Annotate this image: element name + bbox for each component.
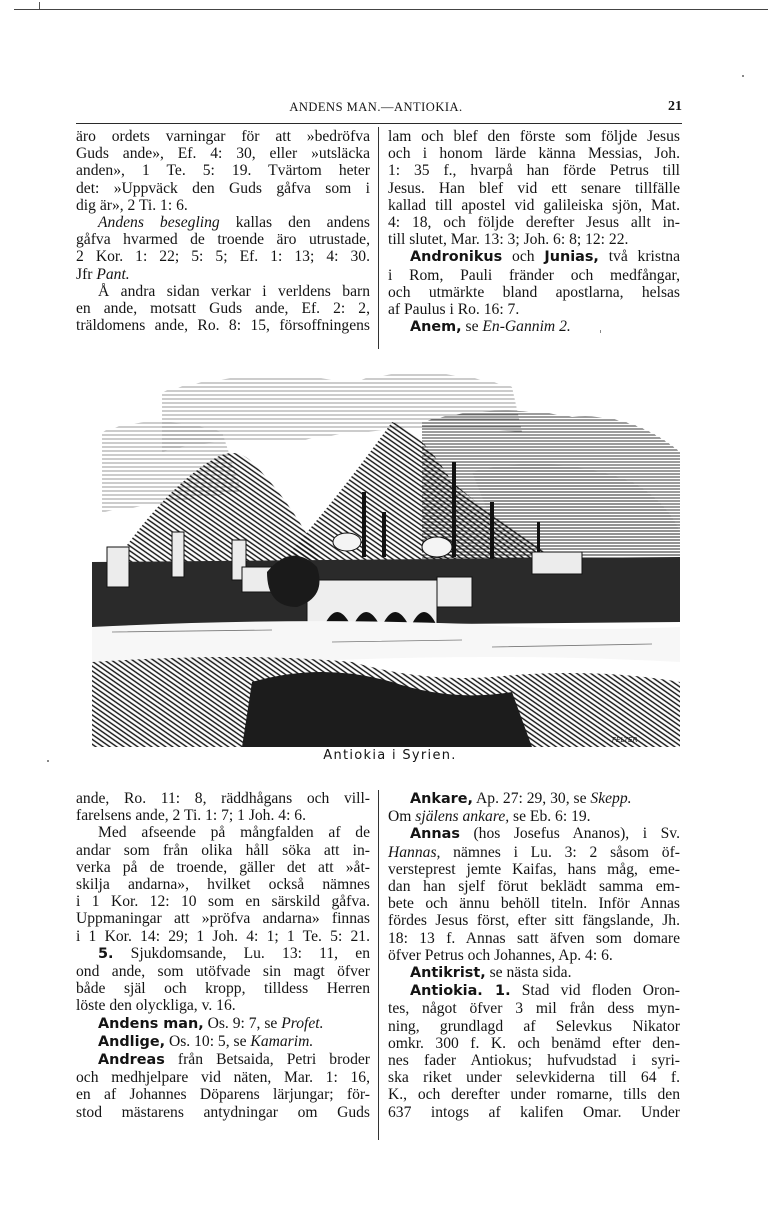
header-rule	[76, 123, 682, 124]
figure-caption: Antiokia i Syrien.	[323, 748, 457, 763]
text-line: bete och ännu behöll titeln. Inför Annas	[388, 895, 680, 913]
text-line: ning, grundlagd af Selevkus Nikator	[388, 1017, 680, 1035]
text-line: dig är», 2 Ti. 1: 6.	[76, 196, 188, 214]
text-line	[388, 808, 680, 825]
text-line: Jesus. Han blef vid ett senare tillfälle	[388, 179, 680, 197]
text-line: i 1 Kor. 14: 29; 1 Joh. 4: 1; 1 Te. 5: 21.	[76, 927, 370, 945]
text-run: se nästa sida.	[485, 964, 572, 982]
text-run: Ap. 27: 29, 30, se	[473, 790, 591, 807]
entry-andens-man	[76, 1015, 370, 1033]
running-head-title: ANDENS MAN.—ANTIOKIA.	[289, 100, 463, 114]
text-line: kallad till apostel vid galileiska sjön, Mat.	[388, 196, 680, 214]
text-line: farelsens ande, 2 Ti. 1: 7; 1 Joh. 4: 6.	[76, 807, 306, 825]
text-line: gåfva hvarmed de troende äro utrustade,	[76, 231, 370, 249]
text-run: (hos Josefus Ananos), i Sv.	[459, 825, 680, 843]
scan-speck	[47, 760, 49, 762]
text-run: Stad vid floden Oron-	[510, 982, 680, 1000]
entry-term: Anem,	[410, 319, 462, 336]
text-line: dan han sjelf förut beklädt samma em-	[388, 878, 680, 896]
column-bottom-right	[388, 790, 680, 1121]
text-line: lam och blef den förste som följde Jesus	[388, 128, 680, 145]
reference-link: Kamarim.	[250, 1032, 314, 1050]
text-line: Med afseende på mångfalden af de	[98, 824, 370, 842]
entry-ankare	[388, 790, 680, 808]
engraver-signature: FELTER	[612, 736, 638, 744]
entry-term: Andens man,	[98, 1015, 204, 1032]
text-line	[388, 844, 680, 861]
text-run: se Eb. 6: 19.	[509, 808, 591, 826]
text-line: en af Johannes Döparens lärjungar; för-	[76, 1086, 370, 1104]
text-line: Guds ande», Ef. 4: 30, eller »utsläcka	[76, 145, 370, 163]
entry-andlige	[76, 1033, 370, 1051]
text-line: nes fader Antiokus; hufvudstad i syri-	[388, 1052, 680, 1070]
column-top-left	[76, 128, 370, 334]
text-line: versteprest jemte Kaifas, hans måg, eme-	[388, 860, 680, 878]
entry-anem	[388, 318, 680, 336]
text-run: nämnes i Lu. 3: 2 såsom öf-	[440, 843, 680, 861]
scan-speck	[600, 330, 601, 333]
text-line: 2 Kor. 1: 22; 5: 5; Ef. 1: 13; 4: 30.	[76, 248, 370, 266]
text-run: kallas den andens	[219, 214, 370, 232]
text-line: af Paulus i Ro. 16: 7.	[388, 301, 520, 319]
text-line: Å andra sidan verkar i verldens barn	[98, 282, 370, 300]
column-divider	[378, 127, 379, 349]
entry-term: Andreas	[98, 1052, 165, 1069]
text-line: träldomens ande, Ro. 8: 15, försoffningens	[76, 317, 370, 335]
entry-term: Antikrist,	[410, 965, 486, 982]
text-run: och	[502, 248, 545, 266]
entry-term: Junias,	[544, 249, 599, 266]
entry-term: Ankare,	[410, 791, 473, 807]
text-line: verka på de troende, gäller det att »åt-	[76, 858, 370, 876]
reference-link: Profet.	[281, 1014, 324, 1032]
text-line: till slutet, Mar. 13: 3; Joh. 6: 8; 12: 22.	[388, 231, 629, 249]
scan-edge-rule	[14, 9, 768, 10]
page-number: 21	[668, 99, 682, 114]
reference-link: En-Gannim 2.	[482, 318, 571, 336]
text-run: se	[461, 318, 483, 336]
text-line: och medhjelpare vid näten, Mar. 1: 16,	[76, 1069, 370, 1087]
text-line: 18: 13 f. Annas satt äfven som domare	[388, 929, 680, 947]
text-line: i 1 Kor. 12: 10 som en särskild gåfva.	[76, 893, 370, 911]
text-line: och utmärkte bland apostlarna, helsas	[388, 283, 680, 301]
text-line: omkr. 300 f. K. och benämd efter den-	[388, 1034, 680, 1052]
text-line: äro ordets varningar för att »bedröfva	[76, 128, 370, 145]
text-line: en ande, motsatt Guds ande, Ef. 2: 2,	[76, 300, 370, 318]
text-run: Jfr	[76, 265, 97, 283]
entry-term: Antiokia. 1.	[410, 983, 511, 1000]
text-line: i Rom, Pauli fränder och medfångar,	[388, 266, 680, 284]
text-line: K., och derefter under romarne, tills den	[388, 1086, 680, 1104]
text-line: anden», 1 Te. 5: 19. Tvärtom heter	[76, 162, 370, 180]
column-divider	[378, 790, 379, 1140]
text-line: tes, något öfver 3 mil från dess myn-	[388, 1000, 680, 1018]
text-line: 4: 18, och följde derefter Jesus allt in-	[388, 214, 680, 232]
text-line: både själ och kropp, tilldess Herren	[76, 980, 370, 998]
reference-link: själens ankare,	[415, 808, 510, 826]
text-line: ska riket under selevkiderna till 64 f.	[388, 1069, 680, 1087]
column-bottom-left	[76, 790, 370, 1121]
text-line: stod mästarens antydningar om Guds	[76, 1103, 370, 1121]
entry-annas	[388, 825, 680, 843]
text-line: 1: 35 f., hvarpå han förde Petrus till	[388, 162, 680, 180]
entry-term: Andlige,	[98, 1033, 166, 1050]
text-run: från Betsaida, Petri broder	[164, 1051, 370, 1069]
text-line: ande, Ro. 11: 8, räddhågans och vill-	[76, 790, 370, 807]
entry-andreas	[76, 1051, 370, 1069]
sense-number: 5.	[98, 945, 114, 962]
reference-link: Skepp.	[590, 790, 632, 807]
scan-speck	[742, 75, 744, 77]
column-top-right	[388, 128, 680, 336]
text-line: Uppmaningar att »pröfva andarna» finnas	[76, 910, 370, 928]
entry-antiokia	[388, 982, 680, 1000]
text-line: ond ande, som utöfvade sin magt öfver	[76, 963, 370, 981]
entry-term: Andronikus	[410, 249, 503, 266]
entry-andens-besegling	[76, 214, 370, 231]
text-line: öfver Petrus och Johannes, Ap. 4: 6.	[388, 946, 613, 964]
entry-term: Andens besegling	[98, 214, 220, 232]
reference-link: Pant.	[96, 265, 130, 283]
scan-mark	[39, 2, 40, 9]
text-line: fördes Jesus först, efter sitt fängslande, Jh.	[388, 912, 680, 930]
illustration-antioch	[92, 362, 680, 747]
text-line: andar som från olika håll söka att in-	[76, 841, 370, 859]
cross-reference	[76, 266, 370, 283]
text-line: och i honom lärde känna Messias, Joh.	[388, 145, 680, 163]
entry-sense-5	[76, 945, 370, 963]
entry-andronikus	[388, 248, 680, 266]
entry-term: Annas	[410, 826, 460, 843]
engraving-image	[92, 362, 680, 747]
reference-link: Hannas,	[388, 843, 441, 861]
text-line: skilja andarna», hvilket också nämnes	[76, 876, 370, 894]
text-run: Os. 9: 7, se	[203, 1014, 282, 1032]
entry-antikrist	[388, 964, 680, 982]
text-run: Os. 10: 5, se	[165, 1032, 251, 1050]
text-line: löste den olyckliga, v. 16.	[76, 997, 236, 1015]
text-run: två kristna	[598, 248, 680, 266]
text-run: Om	[388, 808, 416, 826]
text-line: 637 intogs af kalifen Omar. Under	[388, 1103, 680, 1121]
text-line: det: »Uppväck den Guds gåfva som i	[76, 179, 370, 197]
running-head	[70, 100, 682, 120]
text-run: Sjukdomsande, Lu. 13: 11, en	[113, 944, 370, 962]
